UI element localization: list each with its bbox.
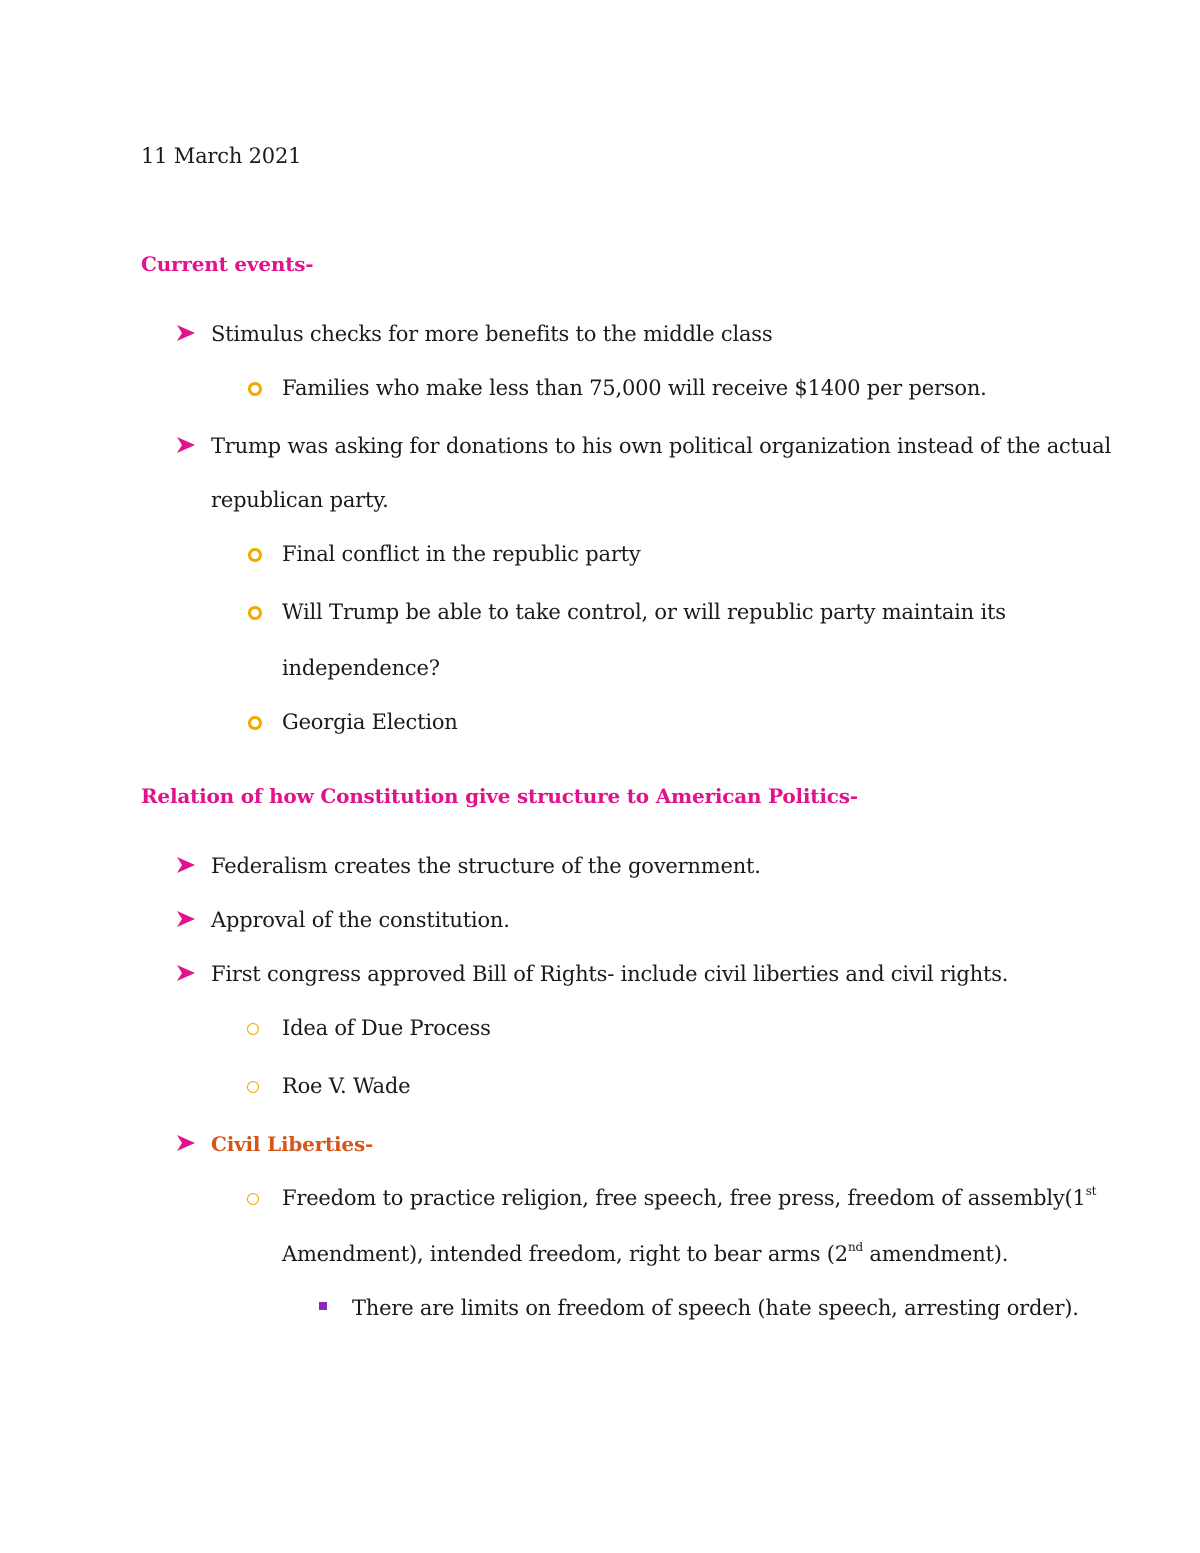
- arrow-bullet-icon: [176, 1134, 196, 1152]
- sub-sub-bullet-item: There are limits on freedom of speech (hate speech, arresting order).: [352, 1296, 1079, 1320]
- superscript: nd: [847, 1240, 863, 1254]
- sub-bullet-item-continuation: [282, 1240, 1008, 1268]
- document-date: 11 March 2021: [141, 144, 302, 168]
- square-bullet-icon: [319, 1302, 327, 1310]
- sub-bullet-item: Idea of Due Process: [282, 1016, 491, 1040]
- sub-bullet-text: Freedom to practice religion, free speech, free press, freedom of assembly(1: [282, 1186, 1086, 1210]
- sub-bullet-item: Georgia Election: [282, 710, 458, 734]
- section-heading-current-events: Current events-: [141, 252, 314, 276]
- circle-bullet-icon: [247, 1193, 259, 1205]
- sub-bullet-item: Families who make less than 75,000 will receive $1400 per person.: [282, 376, 987, 400]
- sub-bullet-item: Final conflict in the republic party: [282, 542, 641, 566]
- arrow-bullet-icon: [176, 910, 196, 928]
- circle-bullet-icon: [248, 548, 262, 562]
- sub-bullet-text: amendment).: [862, 1242, 1009, 1266]
- sub-bullet-item: [282, 1184, 1096, 1212]
- section-heading-constitution: Relation of how Constitution give structure to American Politics-: [141, 784, 858, 808]
- bullet-item: Trump was asking for donations to his own political organization instead of the actual: [211, 434, 1112, 458]
- arrow-bullet-icon: [176, 436, 196, 454]
- bullet-item: Federalism creates the structure of the government.: [211, 854, 761, 878]
- arrow-bullet-icon: [176, 856, 196, 874]
- subheading-civil-liberties: Civil Liberties-: [211, 1132, 374, 1156]
- sub-bullet-item: Will Trump be able to take control, or will republic party maintain its: [282, 600, 1006, 624]
- arrow-bullet-icon: [176, 324, 196, 342]
- sub-bullet-item: Roe V. Wade: [282, 1074, 411, 1098]
- circle-bullet-icon: [247, 1081, 259, 1093]
- bullet-item-continuation: republican party.: [211, 488, 389, 512]
- circle-bullet-icon: [248, 606, 262, 620]
- circle-bullet-icon: [248, 382, 262, 396]
- bullet-item: Approval of the constitution.: [211, 908, 510, 932]
- arrow-bullet-icon: [176, 964, 196, 982]
- sub-bullet-text: Amendment), intended freedom, right to bear arms (2: [282, 1242, 848, 1266]
- circle-bullet-icon: [248, 716, 262, 730]
- circle-bullet-icon: [247, 1023, 259, 1035]
- sub-bullet-item-continuation: independence?: [282, 656, 440, 680]
- bullet-item: Stimulus checks for more benefits to the middle class: [211, 322, 773, 346]
- bullet-item: First congress approved Bill of Rights- include civil liberties and civil rights.: [211, 962, 1009, 986]
- superscript: st: [1085, 1184, 1097, 1198]
